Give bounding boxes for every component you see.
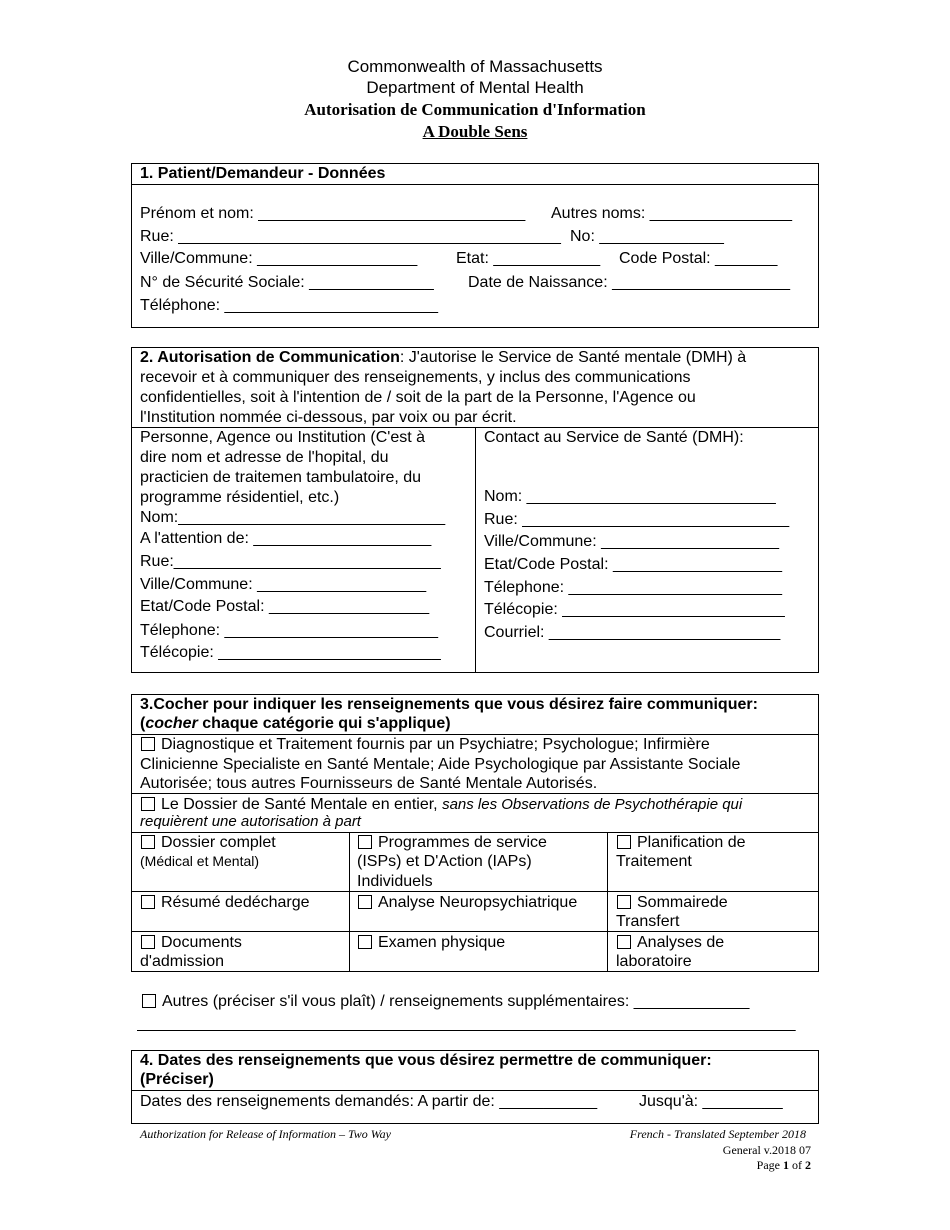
neuropsych-checkbox[interactable] (358, 895, 372, 909)
discharge-summary-option[interactable]: Résumé dedécharge (141, 893, 310, 913)
dmh-name-field[interactable]: Nom: ____________________________ (484, 488, 776, 505)
recipient-fax-field[interactable]: Télécopie: _________________________ (140, 644, 441, 661)
service-programs-checkbox[interactable] (358, 835, 372, 849)
footer-translation-note: French - Translated September 2018 (629, 1127, 806, 1141)
treatment-plan-checkbox[interactable] (617, 835, 631, 849)
dmh-state-field[interactable]: Etat/Code Postal: ___________________ (484, 556, 783, 573)
recipient-desc-line3: practicien de traitemen tambulatoire, du (140, 469, 422, 486)
complete-file-option[interactable]: Dossier complet (141, 833, 276, 853)
dates-from-field[interactable]: Dates des renseignements demandés: A partir de: ___________ (140, 1093, 598, 1110)
diagnosis-option[interactable]: Diagnostique et Traitement fournis par un Psychiatre; Psychologue; Infirmière (141, 735, 710, 755)
recipient-state-field[interactable]: Etat/Code Postal: __________________ (140, 598, 430, 615)
admission-docs-line2: d'admission (140, 953, 224, 970)
discharge-summary-checkbox[interactable] (141, 895, 155, 909)
recipient-name-field[interactable]: Nom:______________________________ (140, 509, 446, 526)
complete-file-checkbox[interactable] (141, 835, 155, 849)
recipient-city-field[interactable]: Ville/Commune: ___________________ (140, 576, 427, 593)
street-field[interactable]: Rue: ___________________________________________ (140, 228, 561, 245)
transfer-summary-option[interactable]: Sommairede (617, 893, 728, 913)
treatment-plan-line2: Traitement (616, 853, 692, 870)
org-name: Commonwealth of Massachusetts (347, 57, 603, 76)
other-info-line[interactable]: __________________________________________________________________________ (137, 1015, 796, 1032)
section4-instruction: (Préciser) (140, 1071, 214, 1088)
full-record-option[interactable]: Le Dossier de Santé Mentale en entier, sans les Observations de Psychothérapie qui (141, 795, 742, 815)
dmh-city-field[interactable]: Ville/Commune: ____________________ (484, 533, 780, 550)
recipient-desc-line1: Personne, Agence ou Institution (C'est à (140, 429, 426, 446)
complete-file-note: (Médical et Mental) (140, 853, 260, 869)
lab-tests-line2: laboratoire (616, 953, 692, 970)
form-title: Autorisation de Communication d'Information (304, 100, 646, 119)
dates-until-field[interactable]: Jusqu'à: _________ (639, 1093, 783, 1110)
diagnosis-checkbox[interactable] (141, 737, 155, 751)
other-names-field[interactable]: Autres noms: ________________ (551, 205, 793, 222)
section3-title: 3.Cocher pour indiquer les renseignements que vous désirez faire communiquer: (140, 696, 758, 713)
footer-form-name: Authorization for Release of Information – Two Way (140, 1127, 391, 1141)
postal-code-field[interactable]: Code Postal: _______ (619, 250, 778, 267)
recipient-desc-line2: dire nom et adresse de l'hopital, du (140, 449, 389, 466)
dmh-street-field[interactable]: Rue: ______________________________ (484, 511, 790, 528)
section2-intro-line1: 2. Autorisation de Communication: J'autorise le Service de Santé mentale (DMH) à (140, 349, 747, 366)
recipient-attention-field[interactable]: A l'attention de: ____________________ (140, 530, 432, 547)
dmh-email-field[interactable]: Courriel: __________________________ (484, 624, 781, 641)
dmh-fax-field[interactable]: Télécopie: _________________________ (484, 601, 785, 618)
phone-field[interactable]: Téléphone: ________________________ (140, 297, 439, 314)
treatment-plan-option[interactable]: Planification de (617, 833, 746, 853)
neuropsych-option[interactable]: Analyse Neuropsychiatrique (358, 893, 577, 913)
full-record-note: requièrent une autorisation à part (140, 813, 361, 830)
footer-version: General v.2018 07 (722, 1143, 811, 1157)
transfer-summary-line2: Transfert (616, 913, 680, 930)
street-number-field[interactable]: No: ______________ (570, 228, 724, 245)
lab-tests-checkbox[interactable] (617, 935, 631, 949)
form-subtitle: A Double Sens (422, 122, 528, 141)
dob-field[interactable]: Date de Naissance: ____________________ (468, 274, 791, 291)
ssn-field[interactable]: N° de Sécurité Sociale: ______________ (140, 274, 434, 291)
city-field[interactable]: Ville/Commune: __________________ (140, 250, 418, 267)
service-programs-line3: Individuels (357, 873, 433, 890)
recipient-phone-field[interactable]: Télephone: ________________________ (140, 622, 439, 639)
physical-exam-option[interactable]: Examen physique (358, 933, 505, 953)
dept-name: Department of Mental Health (366, 78, 584, 97)
transfer-summary-checkbox[interactable] (617, 895, 631, 909)
section4-title: 4. Dates des renseignements que vous désirez permettre de communiquer: (140, 1052, 712, 1069)
patient-name-field[interactable]: Prénom et nom: ______________________________ (140, 205, 526, 222)
other-info-option[interactable]: Autres (préciser s'il vous plaît) / renseignements supplémentaires: _____________ (142, 992, 749, 1012)
section3-instruction: (cocher chaque catégorie qui s'applique) (140, 715, 451, 732)
physical-exam-checkbox[interactable] (358, 935, 372, 949)
dmh-phone-field[interactable]: Télephone: ________________________ (484, 579, 783, 596)
state-field[interactable]: Etat: ____________ (456, 250, 601, 267)
full-record-checkbox[interactable] (141, 797, 155, 811)
recipient-desc-line4: programme résidentiel, etc.) (140, 489, 340, 506)
section2-intro-line3: confidentielles, soit à l'intention de / soit de la part de la Personne, l'Agence ou (140, 389, 696, 406)
service-programs-option[interactable]: Programmes de service (358, 833, 547, 853)
admission-docs-option[interactable]: Documents (141, 933, 242, 953)
admission-docs-checkbox[interactable] (141, 935, 155, 949)
dmh-contact-title: Contact au Service de Santé (DMH): (484, 429, 744, 446)
service-programs-line2: (ISPs) et D'Action (IAPs) (357, 853, 532, 870)
diagnosis-option-line2: Clinicienne Specialiste en Santé Mentale; Aide Psychologique par Assistante Sociale (140, 756, 741, 773)
section1-title: 1. Patient/Demandeur - Données (140, 165, 386, 182)
section2-intro-line2: recevoir et à communiquer des renseignements, y inclus des communications (140, 369, 691, 386)
recipient-street-field[interactable]: Rue:______________________________ (140, 553, 441, 570)
section2-intro-line4: l'Institution nommée ci-dessous, par voix ou par écrit. (140, 409, 517, 426)
section2-title: 2. Autorisation de Communication (140, 349, 400, 366)
footer-page-number: Page 1 of 2 (756, 1158, 811, 1172)
lab-tests-option[interactable]: Analyses de (617, 933, 724, 953)
diagnosis-option-line3: Autorisée; tous autres Fournisseurs de Santé Mentale Autorisés. (140, 775, 598, 792)
other-info-checkbox[interactable] (142, 994, 156, 1008)
